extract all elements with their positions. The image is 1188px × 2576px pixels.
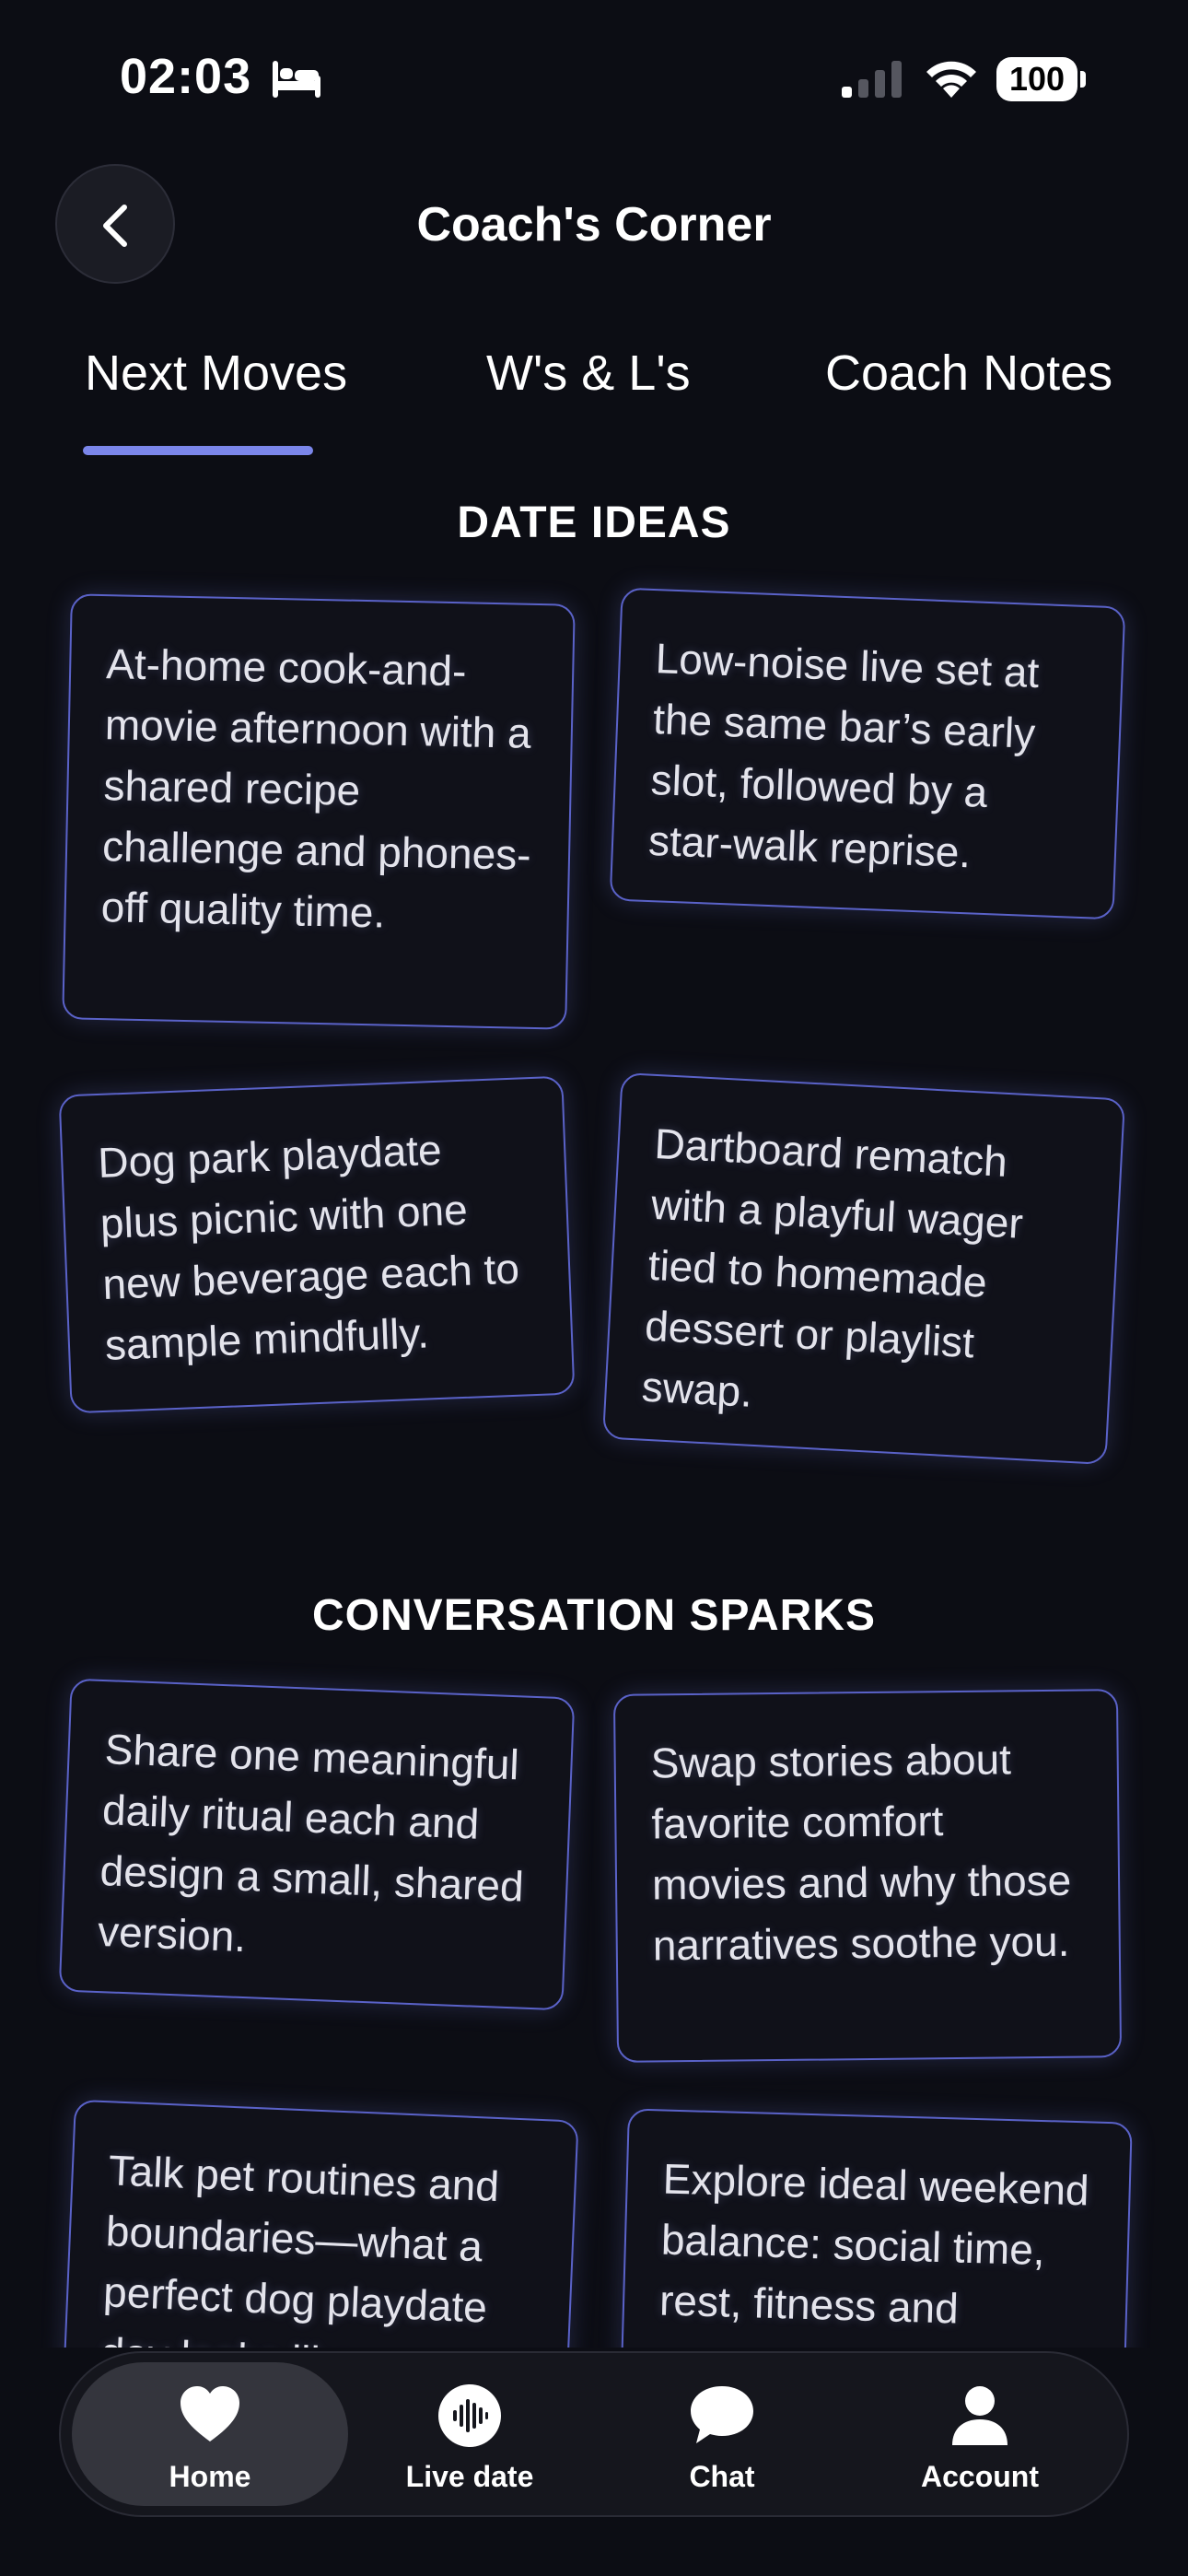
status-bar (0, 0, 1188, 162)
status-time: 02:03 (120, 49, 252, 104)
nav-account[interactable] (842, 2362, 1118, 2506)
page-title: Coach's Corner (416, 198, 772, 252)
nav-home[interactable] (72, 2362, 348, 2506)
active-tab-indicator (83, 446, 313, 455)
chat-bubble-icon (689, 2383, 755, 2449)
battery-tip (1080, 71, 1086, 88)
heart-icon (177, 2383, 243, 2449)
conversation-sparks-heading: CONVERSATION SPARKS (312, 1591, 876, 1640)
tab-ws-and-ls[interactable]: W's & L's (486, 345, 691, 401)
conversation-spark-card[interactable]: Share one meaningful daily ritual each and design a small, shared version. (59, 1679, 576, 2011)
signal-icon (840, 59, 904, 100)
date-idea-card[interactable]: Dartboard rematch with a playful wager tied to homemade dessert or playlist swap. (602, 1072, 1125, 1465)
battery-level: 100 (996, 57, 1077, 101)
person-icon (947, 2383, 1013, 2449)
date-idea-card[interactable]: At-home cook-and-movie afternoon with a shared recipe challenge and phones-off quality time. (62, 593, 576, 1029)
tab-next-moves[interactable]: Next Moves (85, 345, 348, 401)
audio-wave-icon (437, 2383, 503, 2449)
nav-account-label: Account (921, 2460, 1039, 2493)
nav-live-date[interactable] (332, 2362, 608, 2506)
conversation-spark-card[interactable]: Swap stories about favorite comfort movies and why those narratives soothe you. (613, 1689, 1122, 2063)
date-idea-card[interactable]: Dog park playdate plus picnic with one new beverage each to sample mindfully. (59, 1076, 576, 1414)
battery-indicator (996, 57, 1085, 101)
nav-chat-label: Chat (689, 2460, 755, 2493)
wifi-icon (921, 55, 982, 101)
tab-coach-notes[interactable]: Coach Notes (825, 345, 1113, 401)
conversation-spark-card[interactable]: Talk pet routines and boundaries—what a perfect dog playdate (58, 2100, 578, 2508)
bed-icon (271, 59, 322, 100)
tab-bar (0, 345, 1188, 464)
bottom-nav (59, 2351, 1129, 2517)
nav-chat[interactable] (584, 2362, 860, 2506)
date-ideas-heading: DATE IDEAS (457, 498, 731, 547)
nav-home-label: Home (169, 2460, 251, 2493)
conversation-spark-card[interactable]: Explore ideal weekend balance: social time, rest, fitness and (617, 2108, 1133, 2509)
nav-live-date-label: Live date (405, 2460, 534, 2493)
date-idea-card[interactable]: Low-noise live set at the same bar’s early slot, followed by a star-walk reprise. (610, 588, 1126, 920)
